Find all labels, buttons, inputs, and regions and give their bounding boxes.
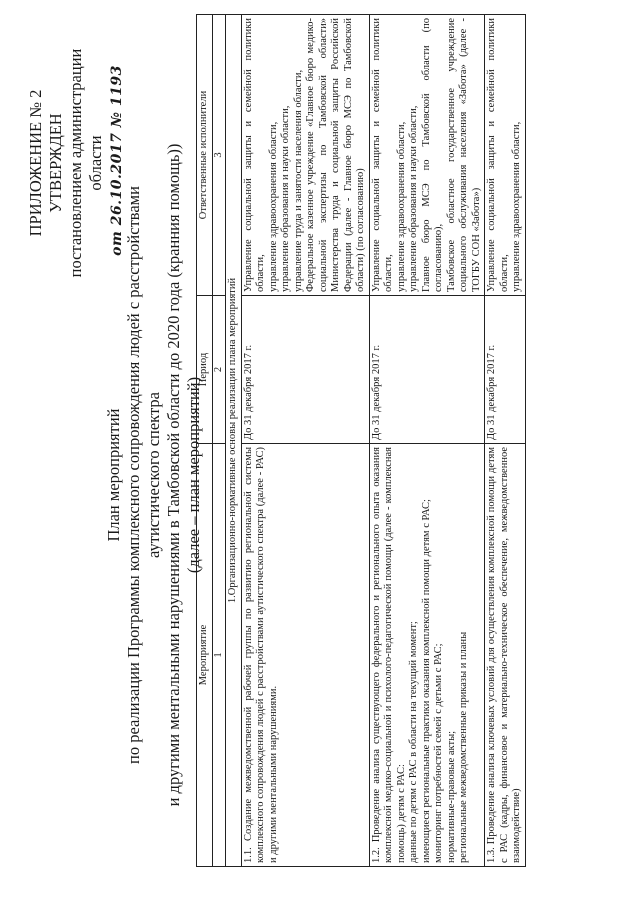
plan-title-line-2: по реализации Программы комплексного сопровождения людей с расстройствами аутистического спектра <box>124 186 163 764</box>
column-number-row <box>212 15 226 867</box>
plan-table <box>196 14 526 867</box>
table-row <box>241 15 369 867</box>
measure-line: нормативные-правовые акты; <box>445 730 457 863</box>
measure-line: данные по детям с РАС в области на текущий момент; <box>408 621 419 863</box>
executor-line: управление здравоохранения области, <box>395 121 407 292</box>
executors-cell <box>369 15 485 296</box>
plan-title-line-3: и другими ментальными нарушениями в Тамбовской области до 2020 года (кранния помощь)) <box>164 143 183 807</box>
executor-line: Главное бюро МСЭ по Тамбовской области (по согласованию), <box>420 18 444 292</box>
period-cell: До 31 декабря 2017 г. <box>369 296 485 444</box>
column-number-1: 1 <box>212 444 226 867</box>
plan-title <box>104 135 204 815</box>
measure-line: региональные межведомственные приказы и планы <box>458 631 469 863</box>
measure-cell: 1.1. Создание межведомственной рабочей группы по развитию региональной системы комплексного сопровождения людей с расстройствами аутистического спектра (далее - РАС) и другими ментальными нарушениями. <box>241 444 369 867</box>
header-measure: Мероприятие <box>197 444 213 867</box>
executors-cell <box>485 15 526 296</box>
plan-title-line-4: (далее – план мероприятий) <box>184 376 203 574</box>
period-cell: До 31 декабря 2017 г. <box>485 296 526 444</box>
executor-line: Управление социальной защиты и семейной политики области, <box>486 18 510 292</box>
header-period: Период <box>197 296 213 444</box>
decree-line: постановлением администрации области <box>66 48 105 278</box>
handwritten-date-number: от 26.10.2017 № 1193 <box>109 65 125 256</box>
measure-line: мониторинг потребностей семей с детьми с РАС; <box>433 643 444 863</box>
plan-title-line-1: План мероприятий <box>104 408 123 542</box>
section-title: 1.Организационно-нормативные основы реализации плана мероприятий <box>226 15 242 867</box>
executor-line: управление образования и науки области, <box>408 105 419 292</box>
column-number-3: 3 <box>212 15 226 296</box>
table-row <box>485 15 526 867</box>
period-cell: До 31 декабря 2017 г. <box>241 296 369 444</box>
appendix-number: ПРИЛОЖЕНИЕ № 2 <box>26 89 45 237</box>
header-executors: Ответственные исполнители <box>197 15 213 296</box>
measure-line: имеющиеся региональные практики оказания комплексной помощи детям с РАС; <box>420 499 432 863</box>
section-row <box>226 15 242 867</box>
executors-cell <box>241 15 369 296</box>
executor-line: управление здравоохранения области, <box>511 121 522 292</box>
executor-line: управление здравоохранения области, <box>267 121 279 292</box>
measure-cell: 1.3. Проведение анализа ключевых условий для осуществления комплексной помощи детям с РАС (кадры, финансовое и материально-техническое обеспечение, межведомственное взаимодействие) <box>485 444 526 867</box>
executor-line: управление труда и занятости населения области, <box>292 69 304 292</box>
executor-line: Управление социальной защиты и семейной политики области, <box>242 18 266 292</box>
table-row <box>369 15 485 867</box>
measure-cell <box>369 444 485 867</box>
executor-line: Управление социальной защиты и семейной политики области, <box>370 18 394 292</box>
executor-line: управление образования и науки области, <box>280 105 291 292</box>
executor-line: Тамбовское областное государственное учреждение социального обслуживания населения «Забота» (далее - ТОГБУ СОН «Забота») <box>445 18 482 292</box>
executor-line: Федеральное казенное учреждение «Главное бюро медико-социальной экспертизы по Тамбовской области» Министерства труда и социальной защиты Российской Федерации (далее - Главное бюро МСЭ по Тамбовской области) (по согласованию) <box>305 18 366 292</box>
measure-line: 1.2. Проведение анализа существующего федерального и регионального опыта оказания комплексной медико-социальной и психолого-педагогической помощи (далее - комплексная помощь) детям с РАС: <box>370 447 407 863</box>
approved-label: УТВЕРЖДЕН <box>46 113 65 213</box>
column-number-2: 2 <box>212 296 226 444</box>
table-header-row <box>197 15 213 867</box>
